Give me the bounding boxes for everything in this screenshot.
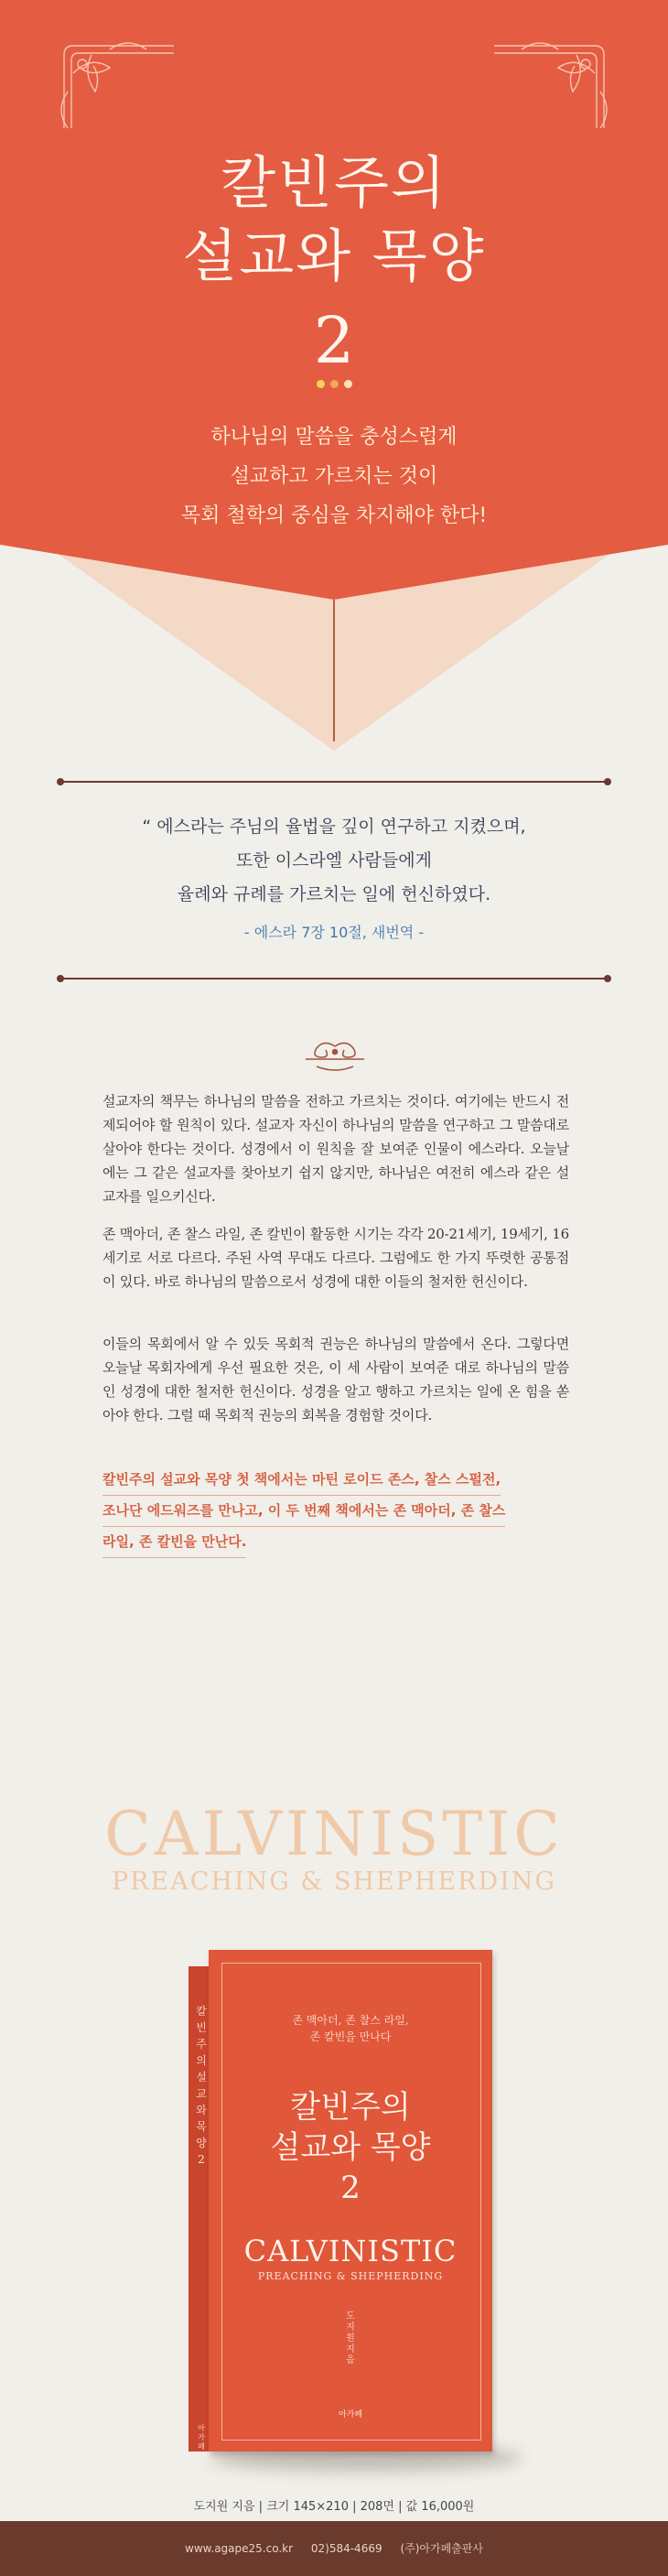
corner-ornament-right-icon bbox=[485, 37, 613, 137]
hero-dots bbox=[0, 374, 668, 392]
english-title-line1: CALVINISTIC bbox=[104, 1799, 564, 1869]
cover-subtitle-line2: 존 칼빈을 만나다 bbox=[309, 2030, 392, 2043]
vertical-divider bbox=[333, 600, 335, 741]
highlight-line: 칼빈주의 설교와 목양 첫 책에서는 마틴 로이드 존스, 찰스 스펄전, bbox=[102, 1465, 501, 1496]
cover-subtitle-line1: 존 맥아더, 존 찰스 라일, bbox=[292, 2014, 409, 2027]
dot-icon bbox=[317, 380, 325, 388]
spine-title: 칼빈주의 설교와 목양 2 bbox=[196, 2005, 207, 2166]
footer-phone: 02)584-4669 bbox=[310, 2542, 382, 2555]
cover-title bbox=[209, 2087, 492, 2208]
flourish-ornament-icon bbox=[298, 1039, 372, 1076]
dot-icon bbox=[344, 380, 352, 388]
tagline-line: 설교하고 가르치는 것이 bbox=[230, 465, 438, 488]
quote-rule-bottom bbox=[60, 978, 608, 980]
highlight-text bbox=[102, 1465, 578, 1558]
hero-tagline bbox=[0, 417, 668, 536]
hero-title bbox=[0, 146, 668, 384]
quote-line: 또한 이스라엘 사람들에게 bbox=[236, 850, 432, 871]
body-paragraph-2: 존 맥아더, 존 찰스 라일, 존 칼빈이 활동한 시기는 각각 20-21세기, 19세기, 16세기로 서로 다르다. 주된 사역 무대도 다르다. 그럼에도 한 가지 뚜렷한 공통점이 있다. 바로 하나님의 말씀으로서 성경에 대한 이들의 철저한 헌신이다. bbox=[102, 1226, 569, 1290]
english-title-line2: PREACHING & SHEPHERDING bbox=[112, 1867, 556, 1896]
cover-title-line2: 설교와 목양 bbox=[270, 2129, 431, 2166]
body-paragraph-3: 이들의 목회에서 알 수 있듯 목회적 권능은 하나님의 말씀에서 온다. 그렇다면 오늘날 목회자에게 우선 필요한 것은, 이 세 사람이 보여준 대로 하나님의 말씀인 성경에 대한 철저한 헌신이다. 성경을 알고 행하고 가르치는 일에 온 힘을 쏟아야 한다. 그럴 때 목회적 권능의 회복을 경험할 것이다. bbox=[102, 1336, 569, 1423]
quote-line: “ 에스라는 주님의 율법을 깊이 연구하고 지켰으며, bbox=[142, 817, 526, 837]
footer-website-link[interactable]: www.agape25.co.kr bbox=[185, 2542, 294, 2555]
cover-title-line1: 칼빈주의 bbox=[290, 2089, 411, 2126]
highlight-line: 조나단 에드워즈를 만나고, 이 두 번째 책에서는 존 맥아더, 존 찰스 bbox=[102, 1496, 505, 1527]
footer-company: (주)아가페출판사 bbox=[400, 2542, 483, 2555]
hero-title-line1: 칼빈주의 bbox=[221, 149, 447, 216]
quote-source: - 에스라 7장 10절, 새번역 - bbox=[243, 924, 425, 941]
book-cover bbox=[209, 1950, 492, 2452]
corner-ornament-left-icon bbox=[55, 37, 183, 137]
book-spec: 도지원 지음 | 크기 145×210 | 208면 | 값 16,000원 bbox=[193, 2500, 475, 2514]
book-spine bbox=[189, 1966, 210, 2452]
cover-preaching: PREACHING & SHEPHERDING bbox=[257, 2270, 444, 2282]
cover-publisher: 아가페 bbox=[338, 2410, 363, 2419]
cover-subtitle bbox=[209, 2012, 492, 2045]
tagline-line: 목회 철학의 중심을 차지해야 한다! bbox=[180, 504, 488, 527]
cover-calvinistic: CALVINISTIC bbox=[243, 2234, 458, 2268]
spine-publisher: 아가페 bbox=[198, 2424, 205, 2451]
dot-icon bbox=[330, 380, 339, 388]
hero-title-number: 2 bbox=[313, 303, 355, 378]
body-paragraph-1: 설교자의 책무는 하나님의 말씀을 전하고 가르치는 것이다. 여기에는 반드시 전제되어야 할 원칙이 있다. 설교자 자신이 하나님의 말씀을 연구하고 그 말씀대로 살아야 한다는 것이다. 성경에서 이 원칙을 잘 보여준 인물이 에스라다. 오늘날에는 그 같은 설교자를 찾아보기 쉽지 않지만, 하나님은 여전히 에스라 같은 설교자를 일으키신다. bbox=[102, 1093, 569, 1205]
hero-title-line2: 설교와 목양 bbox=[182, 222, 486, 289]
cover-title-number: 2 bbox=[340, 2170, 361, 2206]
scripture-quote bbox=[0, 810, 668, 912]
quote-line: 율례와 규례를 가르치는 일에 헌신하였다. bbox=[177, 884, 491, 904]
tagline-line: 하나님의 말씀을 충성스럽게 bbox=[210, 426, 458, 449]
quote-rule-top bbox=[60, 781, 608, 783]
cover-author: 도지원 지음 bbox=[346, 2311, 355, 2365]
book-image bbox=[183, 1950, 512, 2481]
footer bbox=[0, 2521, 668, 2576]
highlight-line: 라일, 존 칼빈을 만난다. bbox=[102, 1527, 246, 1558]
